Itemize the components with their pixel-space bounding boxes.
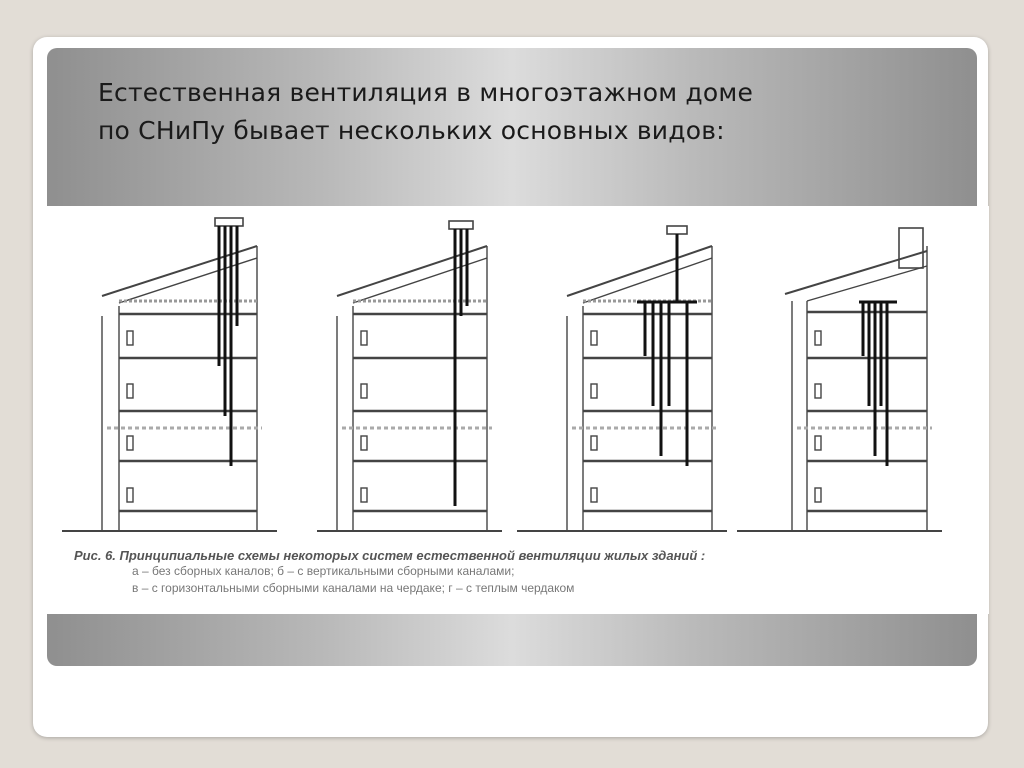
caption-title: Рис. 6. Принципиальные схемы некоторых систем естественной вентиляции жилых зданий :	[74, 548, 706, 563]
caption-line-1: а – без сборных каналов; б – с вертикальными сборными каналами;	[132, 564, 515, 578]
caption-line-2: в – с горизонтальными сборными каналами на чердаке; г – с теплым чердаком	[132, 581, 575, 595]
slide-title	[98, 74, 958, 150]
title-line-2: по СНиПу бывает нескольких основных видов:	[98, 116, 725, 145]
scheme-c-building	[517, 226, 727, 531]
title-line-1: Естественная вентиляция в многоэтажном доме	[98, 78, 754, 107]
scheme-d-building	[737, 228, 942, 531]
figure-caption	[74, 548, 954, 597]
scheme-a-building	[62, 218, 277, 531]
scheme-b-building	[317, 221, 502, 531]
